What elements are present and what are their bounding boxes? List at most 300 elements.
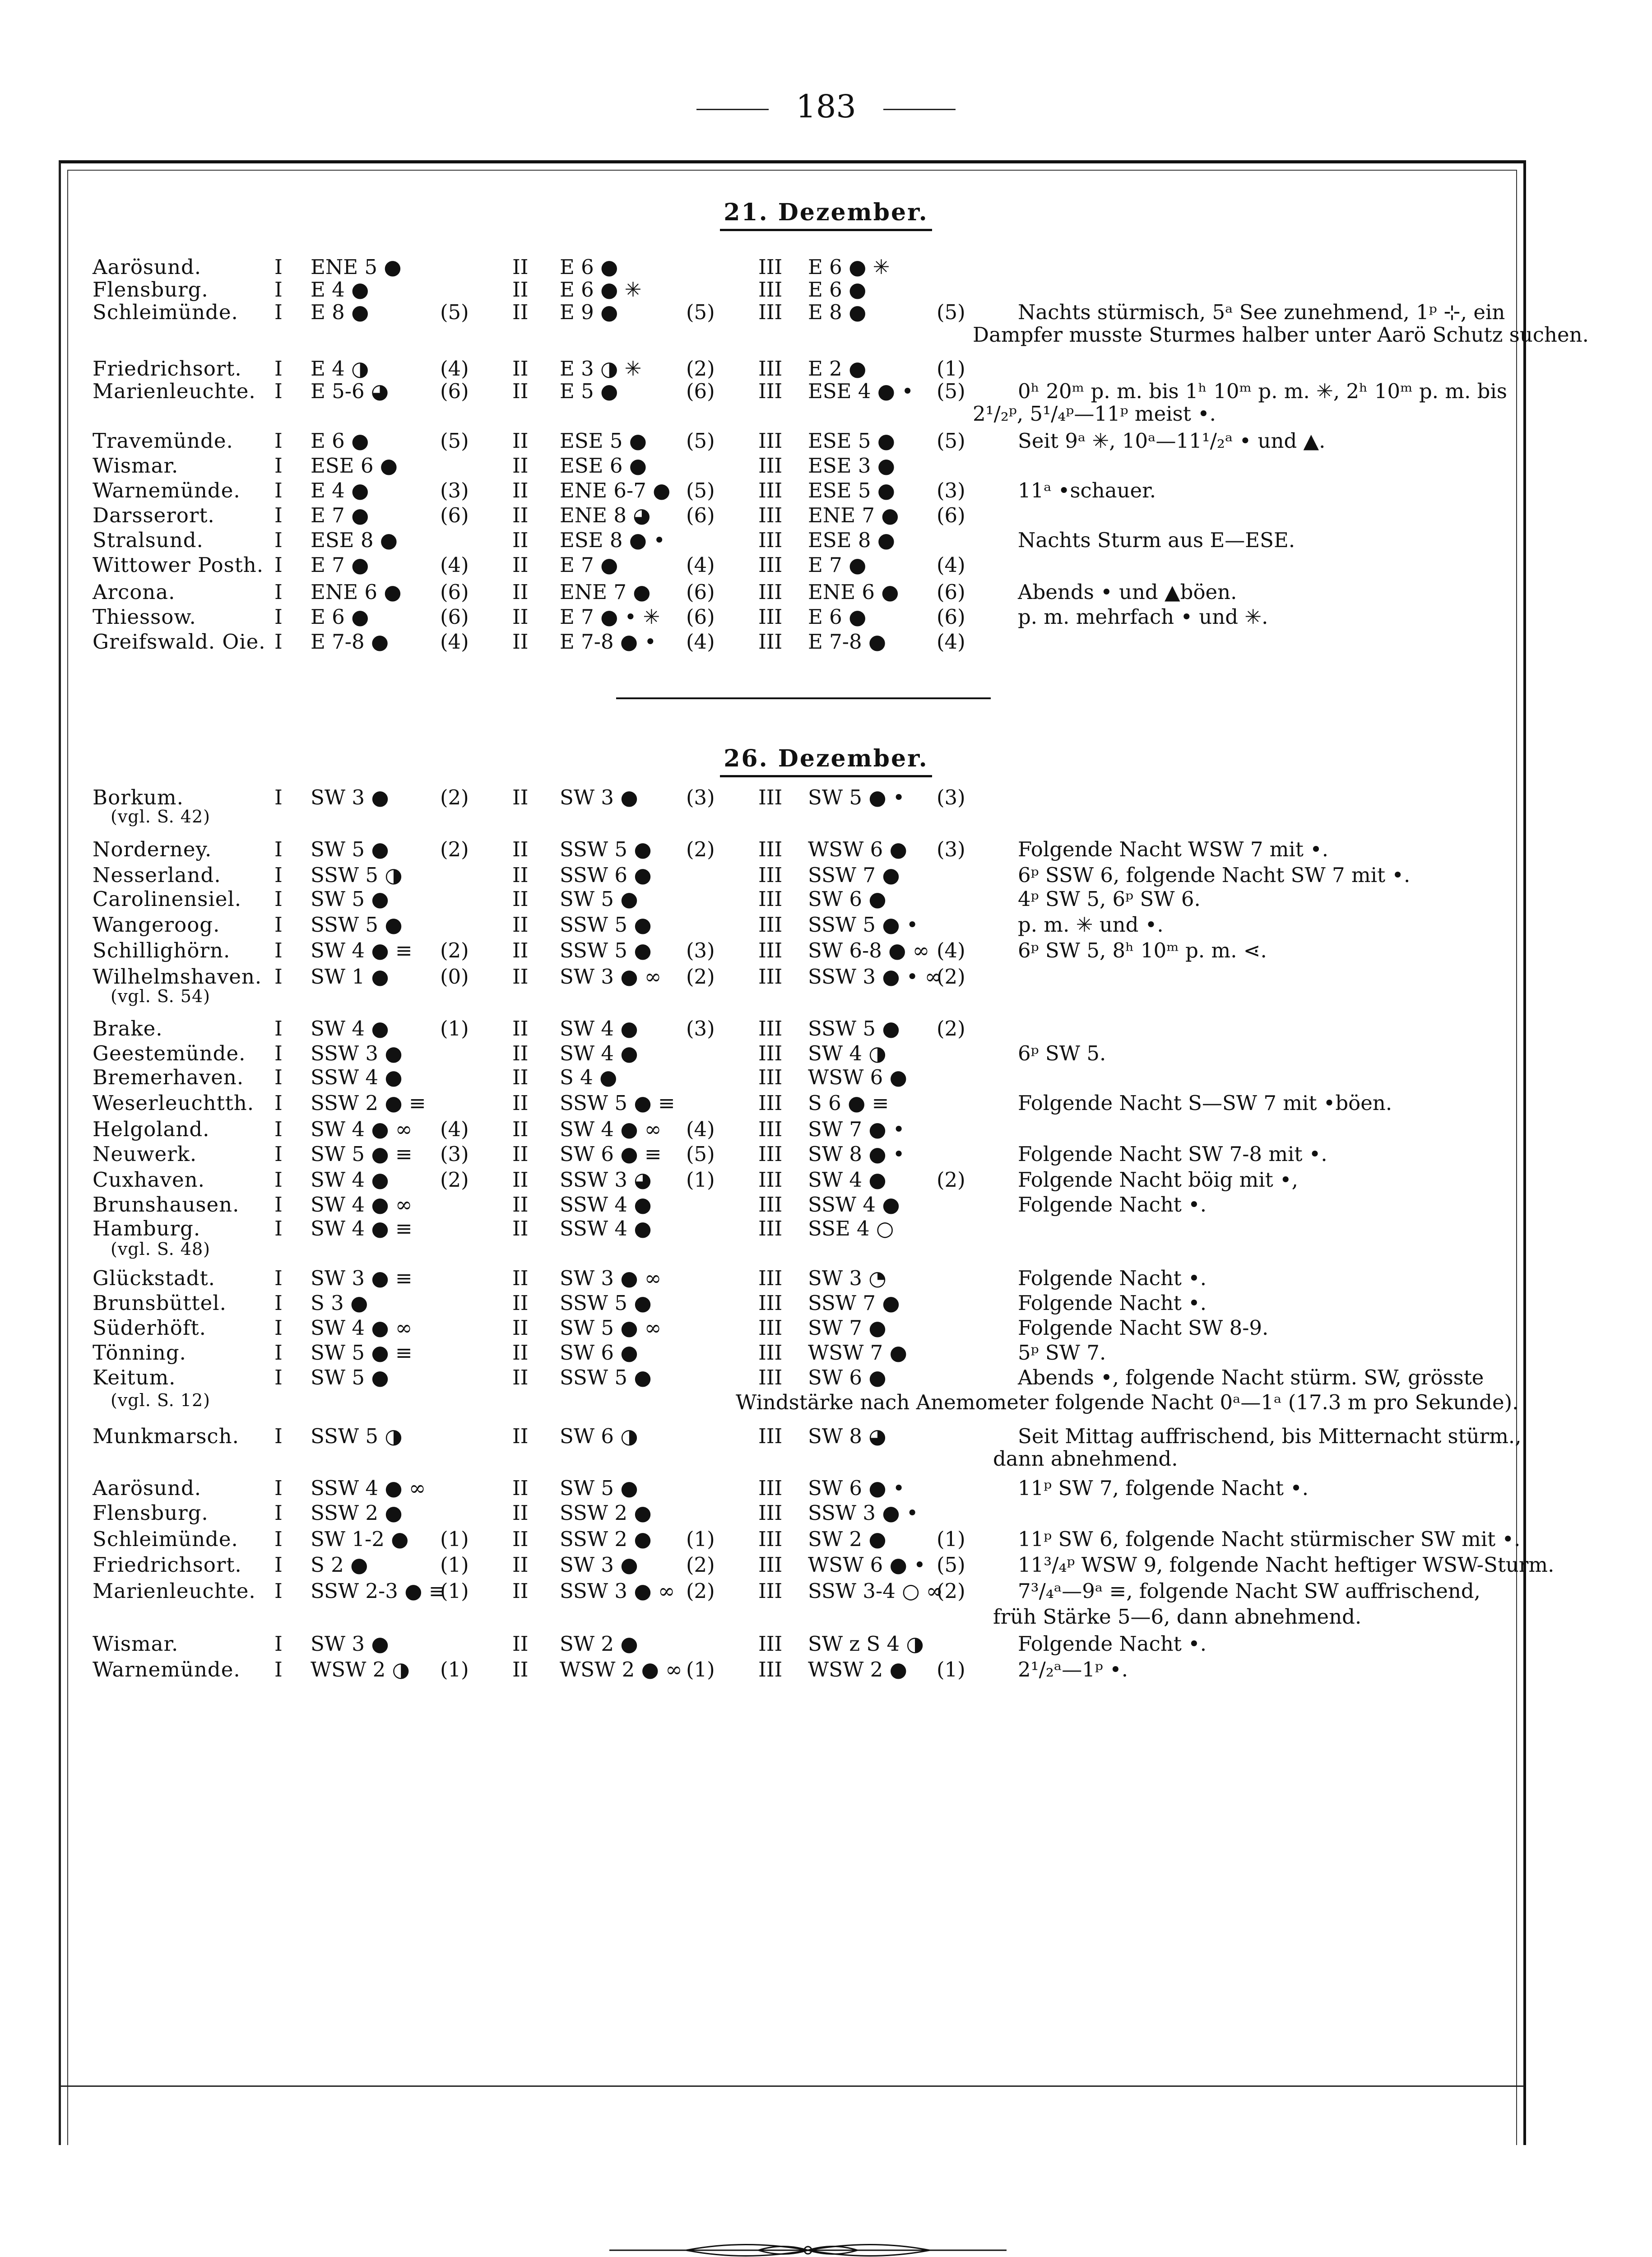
cell-o1: E 8 ● xyxy=(311,300,369,324)
station-name: Geestemünde. xyxy=(93,1041,246,1065)
table-row xyxy=(0,1041,1652,1067)
remark-text: Seit Mittag auffrischend, bis Mitternacht stürm., xyxy=(1018,1424,1522,1448)
cell-o1: SW 4 ● ∞ xyxy=(311,1117,413,1141)
cell-o1: E 4 ◑ xyxy=(311,357,369,381)
station-name: Friedrichsort. xyxy=(93,357,242,381)
cell-o1: SSW 5 ● xyxy=(311,913,403,937)
cell-i2: (2) xyxy=(686,1553,715,1577)
table-row xyxy=(0,986,1652,1012)
cell-i3: (1) xyxy=(937,357,965,381)
table-row xyxy=(0,863,1652,888)
cell-o2: ENE 8 ◕ xyxy=(560,503,651,527)
cell-o2: ESE 5 ● xyxy=(560,429,647,453)
cell-o3: SW 6-8 ● ∞ xyxy=(808,938,930,962)
cell-o3: SSW 7 ● xyxy=(808,1291,900,1315)
cell-r1: I xyxy=(274,454,283,478)
station-name: Schleimünde. xyxy=(93,1527,238,1551)
cell-o3: SW 3 ◔ xyxy=(808,1266,886,1290)
table-row xyxy=(0,1527,1652,1552)
cell-r2: II xyxy=(512,255,529,279)
cell-r1: I xyxy=(274,1316,283,1340)
cell-i3: (3) xyxy=(937,478,965,502)
cell-r2: II xyxy=(512,429,529,453)
cell-r2: II xyxy=(512,300,529,324)
station-name: Munkmarsch. xyxy=(93,1424,239,1448)
cell-r1: I xyxy=(274,300,283,324)
cell-o1: E 6 ● xyxy=(311,429,369,453)
cell-r2: II xyxy=(512,1193,529,1217)
cell-r1: I xyxy=(274,580,283,604)
cell-r1: I xyxy=(274,863,283,887)
page-number: 183 xyxy=(0,88,1652,125)
cell-o2: E 7 ● • ✳ xyxy=(560,605,660,629)
cell-o2: E 3 ◑ ✳ xyxy=(560,357,642,381)
cell-i3: (5) xyxy=(937,429,965,453)
cell-i3: (2) xyxy=(937,1017,965,1040)
station-name: Brunshausen. xyxy=(93,1193,240,1217)
cell-r2: II xyxy=(512,1266,529,1290)
cell-o3: E 8 ● xyxy=(808,300,867,324)
station-name: (vgl. S. 48) xyxy=(111,1239,210,1259)
cell-i3: (2) xyxy=(937,1168,965,1192)
cell-r3: III xyxy=(758,357,783,381)
cell-i1: (2) xyxy=(440,938,469,962)
table-row xyxy=(0,1142,1652,1167)
remark-text: Folgende Nacht SW 8-9. xyxy=(1018,1316,1269,1340)
cell-o3: E 6 ● xyxy=(808,278,867,302)
station-name: (vgl. S. 12) xyxy=(111,1390,210,1410)
table-row xyxy=(0,1447,1652,1472)
station-name: Helgoland. xyxy=(93,1117,210,1141)
cell-o2: SSW 3 ● ∞ xyxy=(560,1579,675,1603)
cell-r2: II xyxy=(512,379,529,403)
cell-o3: E 7 ● xyxy=(808,553,867,577)
station-name: Wismar. xyxy=(93,454,179,478)
station-name: Friedrichsort. xyxy=(93,1553,242,1577)
cell-r3: III xyxy=(758,503,783,527)
station-name: Marienleuchte. xyxy=(93,1579,256,1603)
remark-text: 6ᵖ SW 5, 8ʰ 10ᵐ p. m. ⋖. xyxy=(1018,938,1267,962)
cell-o3: E 6 ● ✳ xyxy=(808,255,890,279)
cell-i3: (5) xyxy=(937,1553,965,1577)
remark-text: Abends •, folgende Nacht stürm. SW, grösste xyxy=(1018,1365,1484,1389)
table-row xyxy=(0,938,1652,964)
station-name: Flensburg. xyxy=(93,278,209,302)
cell-r2: II xyxy=(512,605,529,629)
cell-o3: SSW 3 ● • ∞ xyxy=(808,965,942,989)
table-row xyxy=(0,1217,1652,1242)
cell-r2: II xyxy=(512,1501,529,1525)
cell-r2: II xyxy=(512,1168,529,1192)
cell-i1: (2) xyxy=(440,1168,469,1192)
remark-text: Folgende Nacht •. xyxy=(1018,1193,1207,1217)
cell-r2: II xyxy=(512,1065,529,1089)
cell-i1: (5) xyxy=(440,429,469,453)
cell-o3: ENE 7 ● xyxy=(808,503,899,527)
table-row xyxy=(0,1316,1652,1341)
cell-i3: (6) xyxy=(937,580,965,604)
cell-r2: II xyxy=(512,528,529,552)
cell-r1: I xyxy=(274,938,283,962)
cell-r3: III xyxy=(758,580,783,604)
cell-o2: ESE 6 ● xyxy=(560,454,647,478)
table-row xyxy=(0,278,1652,303)
cell-o2: SW 3 ● xyxy=(560,785,638,809)
station-name: Brunsbüttel. xyxy=(93,1291,227,1315)
table-row xyxy=(0,887,1652,912)
cell-i1: (1) xyxy=(440,1017,469,1040)
cell-i1: (2) xyxy=(440,837,469,861)
cell-i3: (4) xyxy=(937,553,965,577)
station-name: (vgl. S. 54) xyxy=(111,986,210,1006)
cell-r1: I xyxy=(274,605,283,629)
cell-o3: ESE 5 ● xyxy=(808,478,896,502)
cell-o3: WSW 6 ● xyxy=(808,837,907,861)
cell-i1: (4) xyxy=(440,630,469,654)
remark-text: 2¹/₂ᵖ, 5¹/₄ᵖ—11ᵖ meist •. xyxy=(973,402,1216,426)
table-row xyxy=(0,580,1652,605)
station-name: Stralsund. xyxy=(93,528,204,552)
cell-r3: III xyxy=(758,965,783,989)
cell-r1: I xyxy=(274,1553,283,1577)
cell-i3: (3) xyxy=(937,837,965,861)
cell-o1: SW 5 ● xyxy=(311,1365,389,1389)
cell-r3: III xyxy=(758,1117,783,1141)
cell-o2: SSW 4 ● xyxy=(560,1193,652,1217)
cell-r2: II xyxy=(512,630,529,654)
station-name: Marienleuchte. xyxy=(93,379,256,403)
cell-o1: E 7 ● xyxy=(311,553,369,577)
cell-r2: II xyxy=(512,503,529,527)
cell-o3: WSW 2 ● xyxy=(808,1658,907,1681)
cell-o1: SSW 3 ● xyxy=(311,1041,403,1065)
cell-r3: III xyxy=(758,605,783,629)
cell-i3: (1) xyxy=(937,1527,965,1551)
table-row xyxy=(0,1579,1652,1604)
cell-r1: I xyxy=(274,255,283,279)
cell-o3: SW 8 ● • xyxy=(808,1142,905,1166)
cell-o1: SW 4 ● xyxy=(311,1168,389,1192)
cell-r2: II xyxy=(512,837,529,861)
cell-r2: II xyxy=(512,887,529,911)
cell-o1: SSW 5 ◑ xyxy=(311,1424,403,1448)
cell-o3: WSW 6 ● • xyxy=(808,1553,926,1577)
cell-o1: ESE 6 ● xyxy=(311,454,398,478)
cell-r3: III xyxy=(758,1658,783,1681)
cell-r1: I xyxy=(274,965,283,989)
cell-o3: SSE 4 ○ xyxy=(808,1217,894,1240)
table-row xyxy=(0,1341,1652,1366)
cell-o1: ENE 6 ● xyxy=(311,580,402,604)
cell-r1: I xyxy=(274,357,283,381)
cell-o3: E 6 ● xyxy=(808,605,867,629)
cell-o2: SW 5 ● ∞ xyxy=(560,1316,662,1340)
table-row xyxy=(0,630,1652,655)
cell-i1: (0) xyxy=(440,965,469,989)
cell-r1: I xyxy=(274,1501,283,1525)
table-row xyxy=(0,1365,1652,1391)
cell-i3: (2) xyxy=(937,1579,965,1603)
cell-r1: I xyxy=(274,528,283,552)
cell-r3: III xyxy=(758,1579,783,1603)
cell-i2: (4) xyxy=(686,630,715,654)
cell-o2: SW 6 ● ≡ xyxy=(560,1142,662,1166)
cell-r2: II xyxy=(512,1658,529,1681)
cell-i1: (1) xyxy=(440,1579,469,1603)
remark-text: Folgende Nacht WSW 7 mit •. xyxy=(1018,837,1329,861)
station-name: Glückstadt. xyxy=(93,1266,215,1290)
cell-i2: (3) xyxy=(686,785,715,809)
cell-o1: SW 5 ● xyxy=(311,837,389,861)
cell-r2: II xyxy=(512,1091,529,1115)
cell-o1: SSW 5 ◑ xyxy=(311,863,403,887)
cell-o2: E 5 ● xyxy=(560,379,618,403)
station-name: Schillighörn. xyxy=(93,938,231,962)
cell-o3: SW 5 ● • xyxy=(808,785,905,809)
cell-r2: II xyxy=(512,553,529,577)
cell-o1: SW 3 ● xyxy=(311,1632,389,1656)
cell-r3: III xyxy=(758,1217,783,1240)
cell-i1: (5) xyxy=(440,300,469,324)
station-name: Greifswald. Oie. xyxy=(93,630,266,654)
cell-o2: E 7 ● xyxy=(560,553,618,577)
cell-r1: I xyxy=(274,1117,283,1141)
cell-o2: SSW 5 ● xyxy=(560,1291,652,1315)
cell-i2: (6) xyxy=(686,580,715,604)
station-name: Wismar. xyxy=(93,1632,179,1656)
cell-o1: SW 5 ● ≡ xyxy=(311,1142,413,1166)
remark-text: Abends • und ▲böen. xyxy=(1018,580,1237,604)
cell-i1: (3) xyxy=(440,478,469,502)
table-row xyxy=(0,1193,1652,1218)
cell-r1: I xyxy=(274,785,283,809)
table-row xyxy=(0,807,1652,832)
remark-text: 2¹/₂ᵃ—1ᵖ •. xyxy=(1018,1658,1128,1681)
station-name: Aarösund. xyxy=(93,1476,202,1500)
cell-o2: SW 6 ◑ xyxy=(560,1424,638,1448)
cell-r3: III xyxy=(758,887,783,911)
cell-r3: III xyxy=(758,1341,783,1365)
station-name: Aarösund. xyxy=(93,255,202,279)
table-row xyxy=(0,1117,1652,1142)
cell-r3: III xyxy=(758,1553,783,1577)
cell-r3: III xyxy=(758,1266,783,1290)
cell-r3: III xyxy=(758,278,783,302)
table-row xyxy=(0,1390,1652,1416)
table-row xyxy=(0,1266,1652,1291)
cell-i2: (5) xyxy=(686,1142,715,1166)
cell-o1: SW 5 ● ≡ xyxy=(311,1341,413,1365)
station-name: Arcona. xyxy=(93,580,176,604)
cell-r2: II xyxy=(512,938,529,962)
table-row xyxy=(0,255,1652,280)
remark-text-wide: Windstärke nach Anemometer folgende Nacht 0ᵃ—1ᵃ (17.3 m pro Sekunde). xyxy=(736,1390,1519,1414)
cell-i1: (6) xyxy=(440,379,469,403)
cell-o3: SW 4 ◑ xyxy=(808,1041,886,1065)
table-row xyxy=(0,1632,1652,1657)
cell-o1: SW 5 ● xyxy=(311,887,389,911)
cell-i2: (1) xyxy=(686,1527,715,1551)
cell-r1: I xyxy=(274,1142,283,1166)
cell-i2: (2) xyxy=(686,965,715,989)
cell-r2: II xyxy=(512,1217,529,1240)
cell-o3: SW 7 ● xyxy=(808,1316,886,1340)
cell-r2: II xyxy=(512,863,529,887)
table-row xyxy=(0,1091,1652,1116)
cell-o2: E 6 ● xyxy=(560,255,618,279)
cell-r3: III xyxy=(758,837,783,861)
cell-r1: I xyxy=(274,1527,283,1551)
cell-i1: (3) xyxy=(440,1142,469,1166)
cell-i3: (5) xyxy=(937,300,965,324)
cell-o2: WSW 2 ● ∞ xyxy=(560,1658,682,1681)
station-name: Hamburg. xyxy=(93,1217,201,1240)
cell-r1: I xyxy=(274,1168,283,1192)
remark-text: Folgende Nacht SW 7-8 mit •. xyxy=(1018,1142,1327,1166)
cell-r2: II xyxy=(512,1527,529,1551)
cell-o2: SW 3 ● ∞ xyxy=(560,1266,662,1290)
bottom-rule xyxy=(59,2085,1524,2087)
station-name: Flensburg. xyxy=(93,1501,209,1525)
station-name: Süderhöft. xyxy=(93,1316,206,1340)
cell-o2: S 4 ● xyxy=(560,1065,617,1089)
cell-r1: I xyxy=(274,1341,283,1365)
cell-r1: I xyxy=(274,1476,283,1500)
cell-o2: E 9 ● xyxy=(560,300,618,324)
cell-r2: II xyxy=(512,278,529,302)
cell-r1: I xyxy=(274,1041,283,1065)
station-name: Darsserort. xyxy=(93,503,215,527)
table-row xyxy=(0,605,1652,630)
cell-r3: III xyxy=(758,630,783,654)
cell-r1: I xyxy=(274,1217,283,1240)
cell-o1: SSW 2-3 ● ≡ xyxy=(311,1579,446,1603)
table-row xyxy=(0,357,1652,382)
remark-text: 11ᵃ •schauer. xyxy=(1018,478,1156,502)
cell-r3: III xyxy=(758,1501,783,1525)
table-row xyxy=(0,429,1652,454)
cell-i1: (6) xyxy=(440,580,469,604)
station-name: Wangeroog. xyxy=(93,913,220,937)
cell-o1: S 3 ● xyxy=(311,1291,368,1315)
cell-o3: ESE 5 ● xyxy=(808,429,896,453)
cell-o2: SSW 5 ● xyxy=(560,938,652,962)
station-name: Thiessow. xyxy=(93,605,196,629)
cell-o1: SW 3 ● ≡ xyxy=(311,1266,413,1290)
station-name: Brake. xyxy=(93,1017,163,1040)
cell-o3: SW 2 ● xyxy=(808,1527,886,1551)
station-name: Nesserland. xyxy=(93,863,221,887)
cell-o1: S 2 ● xyxy=(311,1553,368,1577)
cell-r1: I xyxy=(274,1017,283,1040)
cell-r2: II xyxy=(512,1341,529,1365)
cell-r2: II xyxy=(512,454,529,478)
table-row xyxy=(0,379,1652,404)
cell-o2: SW 5 ● xyxy=(560,887,638,911)
cell-i3: (3) xyxy=(937,785,965,809)
cell-r3: III xyxy=(758,255,783,279)
remark-text: p. m. mehrfach • und ✳. xyxy=(1018,605,1268,629)
station-name: Travemünde. xyxy=(93,429,233,453)
remark-text: 0ʰ 20ᵐ p. m. bis 1ʰ 10ᵐ p. m. ✳, 2ʰ 10ᵐ p. m. bis xyxy=(1018,379,1507,403)
cell-o3: SW 6 ● xyxy=(808,887,886,911)
cell-r3: III xyxy=(758,1632,783,1656)
cell-o3: ESE 8 ● xyxy=(808,528,896,552)
cell-r3: III xyxy=(758,1365,783,1389)
cell-o2: ESE 8 ● • xyxy=(560,528,665,552)
cell-o1: E 7 ● xyxy=(311,503,369,527)
table-row xyxy=(0,454,1652,479)
cell-i1: (4) xyxy=(440,357,469,381)
cell-r1: I xyxy=(274,1579,283,1603)
cell-r3: III xyxy=(758,1291,783,1315)
cell-r2: II xyxy=(512,913,529,937)
cell-o2: SW 3 ● xyxy=(560,1553,638,1577)
cell-o1: SSW 2 ● xyxy=(311,1501,403,1525)
station-name: Norderney. xyxy=(93,837,212,861)
cell-i2: (5) xyxy=(686,429,715,453)
table-row xyxy=(0,478,1652,504)
cell-r1: I xyxy=(274,503,283,527)
station-name: Warnemünde. xyxy=(93,478,241,502)
table-row xyxy=(0,837,1652,863)
cell-o2: ENE 7 ● xyxy=(560,580,651,604)
cell-o2: SSW 3 ◕ xyxy=(560,1168,652,1192)
station-name: Neuwerk. xyxy=(93,1142,197,1166)
cell-i3: (6) xyxy=(937,605,965,629)
cell-o3: ENE 6 ● xyxy=(808,580,899,604)
cell-r3: III xyxy=(758,1142,783,1166)
cell-i2: (5) xyxy=(686,478,715,502)
remark-text: 11³/₄ᵖ WSW 9, folgende Nacht heftiger WSW-Sturm. xyxy=(1018,1553,1555,1577)
cell-i3: (4) xyxy=(937,630,965,654)
cell-r3: III xyxy=(758,528,783,552)
cell-o2: SW 4 ● xyxy=(560,1017,638,1040)
cell-r1: I xyxy=(274,1266,283,1290)
cell-i1: (6) xyxy=(440,605,469,629)
cell-o2: SSW 5 ● xyxy=(560,913,652,937)
cell-o2: SSW 5 ● xyxy=(560,1365,652,1389)
table-row xyxy=(0,553,1652,578)
cell-i2: (5) xyxy=(686,300,715,324)
remark-text: dann abnehmend. xyxy=(993,1447,1178,1471)
cell-r1: I xyxy=(274,1365,283,1389)
cell-r3: III xyxy=(758,938,783,962)
cell-i2: (2) xyxy=(686,1579,715,1603)
station-name: Bremerhaven. xyxy=(93,1065,244,1089)
station-name: Tönning. xyxy=(93,1341,186,1365)
cell-o1: SW 4 ● ≡ xyxy=(311,1217,413,1240)
cell-r2: II xyxy=(512,357,529,381)
cell-i1: (6) xyxy=(440,503,469,527)
table-row xyxy=(0,1065,1652,1091)
remark-text: Dampfer musste Sturmes halber unter Aarö Schutz suchen. xyxy=(973,323,1589,347)
cell-r1: I xyxy=(274,630,283,654)
cell-i1: (1) xyxy=(440,1658,469,1681)
cell-o3: SW z S 4 ◑ xyxy=(808,1632,924,1656)
station-name: Weserleuchtth. xyxy=(93,1091,255,1115)
cell-i1: (4) xyxy=(440,1117,469,1141)
cell-r3: III xyxy=(758,1316,783,1340)
cell-i2: (3) xyxy=(686,938,715,962)
cell-o2: SSW 4 ● xyxy=(560,1217,652,1240)
cell-i1: (1) xyxy=(440,1527,469,1551)
cell-i3: (4) xyxy=(937,938,965,962)
cell-r1: I xyxy=(274,379,283,403)
cell-r3: III xyxy=(758,1527,783,1551)
cell-o3: ESE 3 ● xyxy=(808,454,896,478)
cell-o2: SW 3 ● ∞ xyxy=(560,965,662,989)
